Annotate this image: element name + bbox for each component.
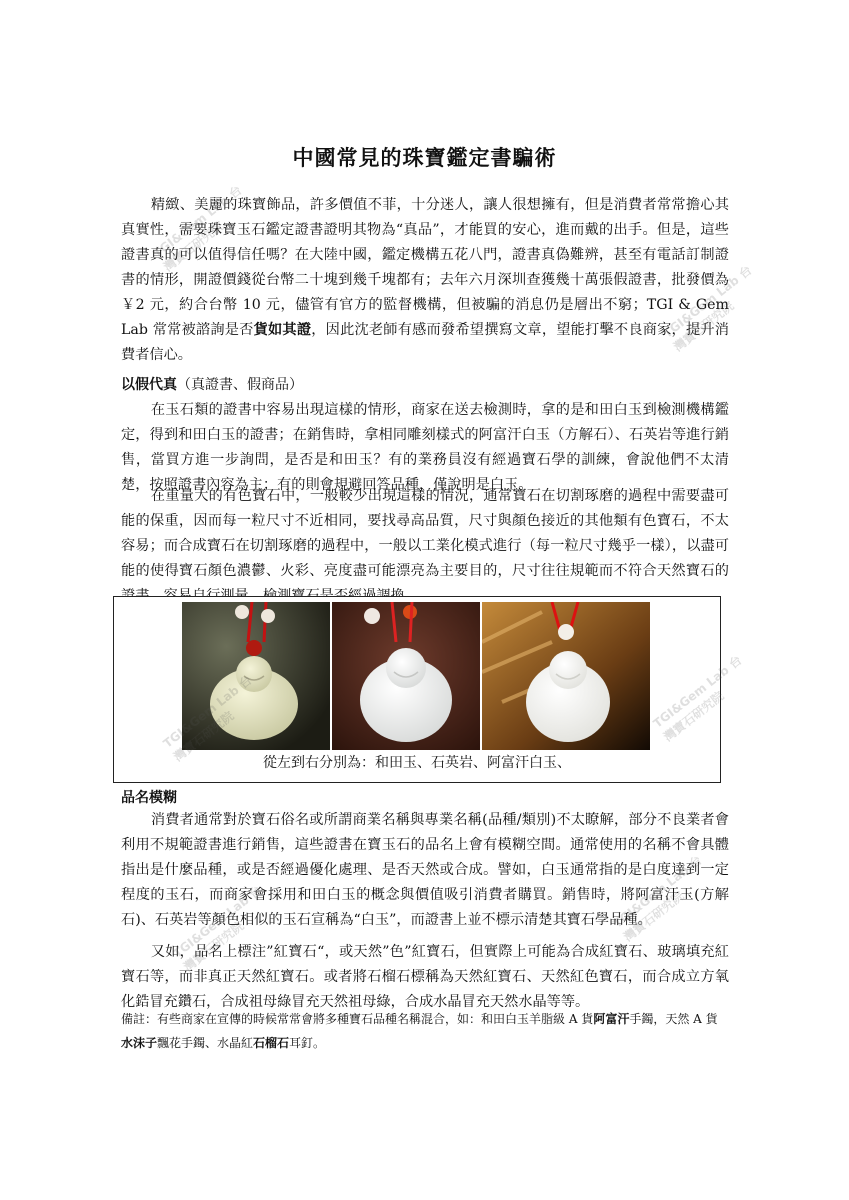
watermark-logo: TGI&Gem Lab 台灣寶石研究院 — [610, 853, 705, 945]
note-bold-garnet: 石榴石 — [253, 1036, 290, 1050]
figure-jade-comparison — [113, 596, 721, 783]
watermark-logo: TGI&Gem Lab 台灣寶石研究院 — [160, 673, 255, 765]
note-text-2: 手鐲，天然 A 貨 — [629, 1012, 718, 1026]
watermark-logo: TGI&Gem Lab 台灣寶石研究院 — [650, 653, 745, 745]
note-text-3: 飄花手鐲、水晶紅 — [157, 1036, 254, 1050]
watermark-logo: TGI&Gem Lab 台灣寶石研究院 — [150, 183, 245, 275]
note-paragraph — [121, 1007, 729, 1055]
document-title: 中國常見的珠寶鑑定書騙術 — [292, 146, 557, 170]
section1-heading-text: 以假代真 — [121, 377, 177, 393]
intro-text: 精緻、美麗的珠寶飾品，許多價值不菲，十分迷人，讓人很想擁有，但是消費者常常擔心其真實性，需要珠寶玉石鑑定證書證明其物為“真品”，才能買的安心，進而戴的出手。但是，這些證書真的可以值得信任嗎？在大陸中國，鑑定機構五花八門，證書真偽難辨，甚至有電話訂制證書的情形，開證價錢從台幣二十塊到幾千塊都有；去年六月深圳查獲幾十萬張假證書，批發價為￥2 元，約合台幣 10 元，儘管有官方的監督機構，但被騙的消息仍是層出不窮；TGI & Gem Lab 常常被諮詢是否 — [121, 197, 729, 338]
watermark-logo: TGI&Gem Lab 台灣寶石研究院 — [660, 263, 755, 355]
section2-paragraph-1: 消費者通常對於寶石俗名或所謂商業名稱與專業名稱(品種/類別)不太瞭解，部分不良業者會利用不規範證書進行銷售，這些證書在寶玉石的品名上會有模糊空間。通常使用的名稱不會具體指出是什麼品種，或是否經過優化處理、是否天然或合成。譬如，白玉通常指的是白度達到一定程度的玉石，而商家會採用和田白玉的概念與價值吸引消費者購買。銷售時，將阿富汗玉(方解石)、石英岩等顏色相似的玉石宣稱為“白玉”，而證書上並不標示清楚其寶石學品種。 — [121, 812, 729, 928]
section1-heading-sub: （真證書、假商品） — [177, 377, 303, 393]
section1-heading — [121, 373, 729, 398]
section1-paragraph-1: 在玉石類的證書中容易出現這樣的情形，商家在送去檢測時，拿的是和田白玉到檢測機構鑑定，得到和田白玉的證書；在銷售時，拿相同雕刻樣式的阿富汗白玉（方解石）、石英岩等進行銷售，當買方進一步詢問，是否是和田玉？有的業務員沒有經過寶石學的訓練，會說他們不太清楚，按照證書內容為主；有的則會規避回答品種，僅說明是白玉。 — [121, 402, 729, 493]
photo-afghan-white-jade — [482, 602, 650, 750]
section1-paragraph-2: 在重量大的有色寶石中，一般較少出現這樣的情況，通常寶石在切割琢磨的過程中需要盡可能的保重，因而每一粒尺寸不近相同，要找尋高品質，尺寸與顏色接近的其他類有色寶石，不太容易；而合成寶石在切割琢磨的過程中，一般以工業化模式進行（每一粒尺寸幾乎一樣），以盡可能的使得寶石顏色濃鬱、火彩、亮度盡可能漂亮為主要目的，尺寸往往規範而不符合天然寶石的 — [121, 488, 729, 579]
note-text-end: 耳釘。 — [289, 1036, 326, 1050]
note-bold-afghan: 阿富汗 — [593, 1012, 630, 1026]
intro-bold-phrase: 貨如其證 — [253, 322, 312, 338]
note-bold-shuimozi: 水沫子 — [121, 1036, 158, 1050]
section2-paragraph-2: 又如，品名上標注”紅寶石“，或天然”色”紅寶石，但實際上可能為合成紅寶石、玻璃填充紅寶石等，而非真正天然紅寶石。或者將石榴石標稱為天然紅寶石、天然紅色寶石，而合成立方氧化鋯冒充鑽石，合成祖母綠冒充天然祖母綠，合成水晶冒充天然水晶等等。 — [121, 944, 729, 1010]
note-text: 備註：有些商家在宣傳的時候常常會將多種寶石品種名稱混合，如：和田白玉羊脂級 A 貨 — [121, 1012, 594, 1026]
photo-quartzite — [332, 602, 480, 750]
figure-caption: 從左到右分別為：和田玉、石英岩、阿富汗白玉、 — [263, 755, 571, 771]
intro-text-end: ，因此沈老師有感而發希望撰寫文章，望能打擊不良商家，提升消費者信心。 — [121, 322, 729, 363]
watermark-logo: TGI&Gem Lab 台灣寶石研究院 — [170, 883, 265, 975]
section2-heading: 品名模糊 — [121, 790, 177, 806]
